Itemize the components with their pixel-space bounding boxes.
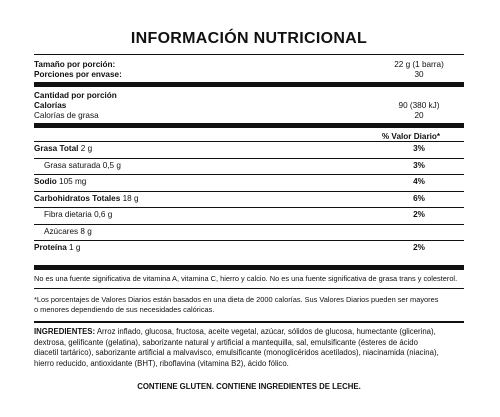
divider-thick [34, 82, 464, 87]
divider [34, 321, 464, 323]
calories-row [34, 101, 464, 111]
fat-calories-label: Calorías de grasa [34, 111, 99, 120]
serving-size-value: 22 g (1 barra) [394, 60, 444, 69]
nutrient-label: Azúcares [44, 226, 79, 236]
nutrient-row [34, 227, 464, 237]
divider-thick [34, 265, 464, 270]
nutrient-name [34, 161, 121, 171]
fat-calories-row [34, 111, 464, 121]
nutrient-dv: 2% [413, 243, 425, 252]
nutrient-name [34, 210, 112, 220]
divider [34, 288, 464, 289]
nutrient-label: Grasa saturada [44, 160, 101, 170]
footnote-line-1: *Los porcentajes de Valores Diarios están basados en una dieta de 2000 calorías. Sus Valores Diarios pueden ser mayores [34, 295, 439, 304]
panel-title: INFORMACIÓN NUTRICIONAL [130, 30, 368, 47]
ingredients-line-2: dextrosa, gelificante (gelatina), saborizante natural y artificial a mantequilla, sal, emulsificante (ésteres de ácido [34, 337, 418, 347]
nutrient-name [34, 144, 92, 154]
ingredients-line-1 [34, 327, 464, 338]
servings-value: 30 [414, 70, 424, 79]
nutrient-amount: 8 g [80, 226, 92, 236]
ingredients-block [34, 327, 464, 369]
nutrient-dv: 2% [413, 210, 425, 219]
nutrient-name [34, 194, 139, 204]
nutrient-amount: 1 g [69, 243, 81, 252]
divider-thick [34, 123, 464, 128]
serving-size-row [34, 60, 464, 70]
nutrient-row [34, 161, 464, 171]
dv-header: % Valor Diario* [381, 132, 441, 141]
divider [34, 174, 464, 175]
nutrient-dv: 4% [413, 177, 425, 186]
servings-label: Porciones por envase: [34, 70, 122, 79]
ingredients-text-1: Arroz inflado, glucosa, fructosa, aceite vegetal, azúcar, sólidos de glucosa, humectante (glicerina), [96, 327, 436, 336]
serving-size-label: Tamaño por porción: [34, 60, 116, 69]
nutrient-row [34, 210, 464, 220]
nutrient-amount: 2 g [80, 144, 93, 153]
footnote-line-2: o menores dependiendo de sus necesidades calóricas. [34, 305, 215, 314]
ingredients-line-3: diacetil tartárico), saborizante artificial a malvavisco, emulsificante (monoglicéridos acetilados), niacinamida (niacina), [34, 348, 439, 357]
nutrient-row [34, 177, 464, 187]
nutrient-amount: 0,6 g [94, 210, 113, 219]
amount-header: Cantidad por porción [34, 91, 117, 100]
calories-label: Calorías [34, 101, 67, 110]
divider [34, 191, 464, 192]
not-significant-note: No es una fuente significativa de vitamina A, vitamina C, hierro y calcio. No es una fuente significativa de grasa trans y colesterol. [34, 274, 458, 283]
divider [34, 158, 464, 159]
fat-calories-value: 20 [414, 111, 424, 120]
ingredients-line-4: hierro reducido, antioxidante (BHT), riboflavina (vitamina B2), ácido fólico. [34, 358, 289, 368]
divider [34, 54, 464, 55]
nutrient-row [34, 144, 464, 154]
divider [34, 224, 464, 225]
nutrient-label: Proteína [34, 243, 67, 252]
allergen-statement: CONTIENE GLUTEN. CONTIENE INGREDIENTES DE LECHE. [137, 382, 361, 391]
nutrient-label: Sodio [34, 177, 57, 186]
divider [34, 240, 464, 241]
nutrient-dv: 3% [413, 144, 425, 153]
amount-header-row [34, 91, 464, 101]
nutrition-facts-panel [26, 14, 472, 410]
nutrient-label: Grasa Total [34, 144, 79, 153]
nutrient-dv: 6% [413, 193, 425, 203]
nutrient-amount: 0,5 g [102, 160, 121, 170]
nutrient-name [34, 227, 92, 237]
nutrient-row [34, 243, 464, 253]
nutrient-amount: 105 mg [59, 177, 87, 186]
nutrient-label: Carbohidratos Totales [34, 193, 121, 203]
calories-value: 90 (380 kJ) [398, 101, 440, 110]
nutrient-row [34, 194, 464, 204]
ingredients-label: INGREDIENTES: [34, 327, 96, 336]
divider [34, 141, 464, 142]
nutrient-name [34, 243, 80, 253]
divider [34, 207, 464, 208]
nutrient-name [34, 177, 86, 187]
nutrient-amount: 18 g [122, 193, 139, 203]
servings-row [34, 70, 464, 80]
nutrient-label: Fibra dietaria [44, 210, 92, 219]
nutrient-dv: 3% [413, 160, 425, 170]
